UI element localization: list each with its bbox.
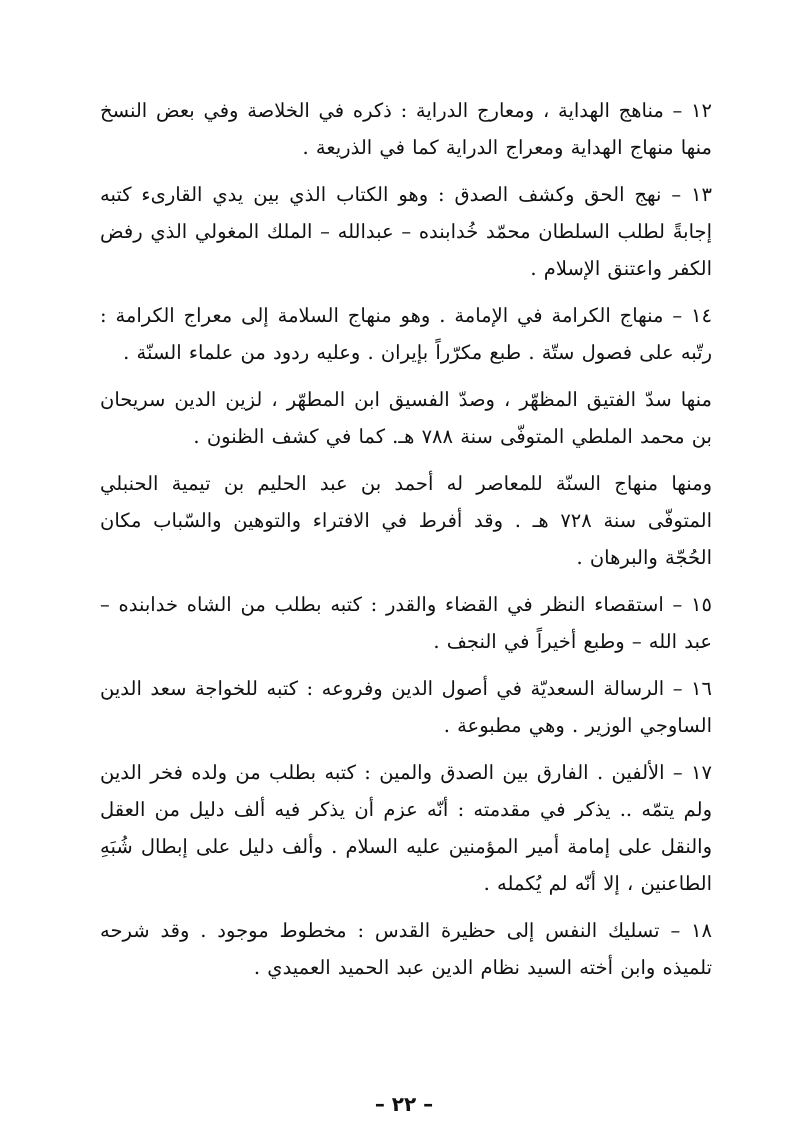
entry-13-paragraph: ١٣ – نهج الحق وكشف الصدق : وهو الكتاب الذي بين يدي القارىء كتبه إجابةً لطلب السلطان محمّد خُدابنده – عبدالله – الملك المغولي الذي رفض الكفر واعتنق الإسلام . xyxy=(100,183,712,280)
entry-17-paragraph: ١٧ – الألفين . الفارق بين الصدق والمين : كتبه بطلب من ولده فخر الدين ولم يتمّه .. يذكر في مقدمته : أنّه عزم أن يذكر فيه ألف دليل من العقل والنقل على إمامة أمير المؤمنين عليه السلام . وألف دليل على إبطال شُبَهِ الطاعنين ، إلا أنّه لم يُكمله . xyxy=(100,761,712,895)
entry-18-paragraph: ١٨ – تسليك النفس إلى حظيرة القدس : مخطوط موجود . وقد شرحه تلميذه وابن أخته السيد نظام الدين عبد الحميد العميدي . xyxy=(100,919,712,979)
entry-12-paragraph: ١٢ – مناهج الهداية ، ومعارج الدراية : ذكره في الخلاصة وفي بعض النسخ منها منهاج الهداية ومعراج الدراية كما في الذريعة . xyxy=(100,99,712,159)
page-number: – ٢٢ – xyxy=(374,1092,434,1116)
rebuttal-2-paragraph: ومنها منهاج السنّة للمعاصر له أحمد بن عبد الحليم بن تيمية الحنبلي المتوفّى سنة ٧٢٨ هـ . وقد أفرط في الافتراء والتوهين والسّباب مكان الحُجّة والبرهان . xyxy=(100,472,712,569)
entry-15-paragraph: ١٥ – استقصاء النظر في القضاء والقدر : كتبه بطلب من الشاه خدابنده – عبد الله – وطبع أخيراً في النجف . xyxy=(100,593,712,653)
page-body xyxy=(100,92,712,996)
entry-16-paragraph: ١٦ – الرسالة السعديّة في أصول الدين وفروعه : كتبه للخواجة سعد الدين الساوجي الوزير . وهي مطبوعة . xyxy=(100,677,712,737)
entry-14-paragraph: ١٤ – منهاج الكرامة في الإمامة . وهو منهاج السلامة إلى معراج الكرامة : رتّبه على فصول ستّة . طبع مكرّراً بإيران . وعليه ردود من علماء السنّة . xyxy=(100,304,712,364)
rebuttal-1-paragraph: منها سدّ الفتيق المظهّر ، وصدّ الفسيق ابن المطهّر ، لزين الدين سريحان بن محمد الملطي المتوفّى سنة ٧٨٨ هـ. كما في كشف الظنون . xyxy=(100,388,712,448)
